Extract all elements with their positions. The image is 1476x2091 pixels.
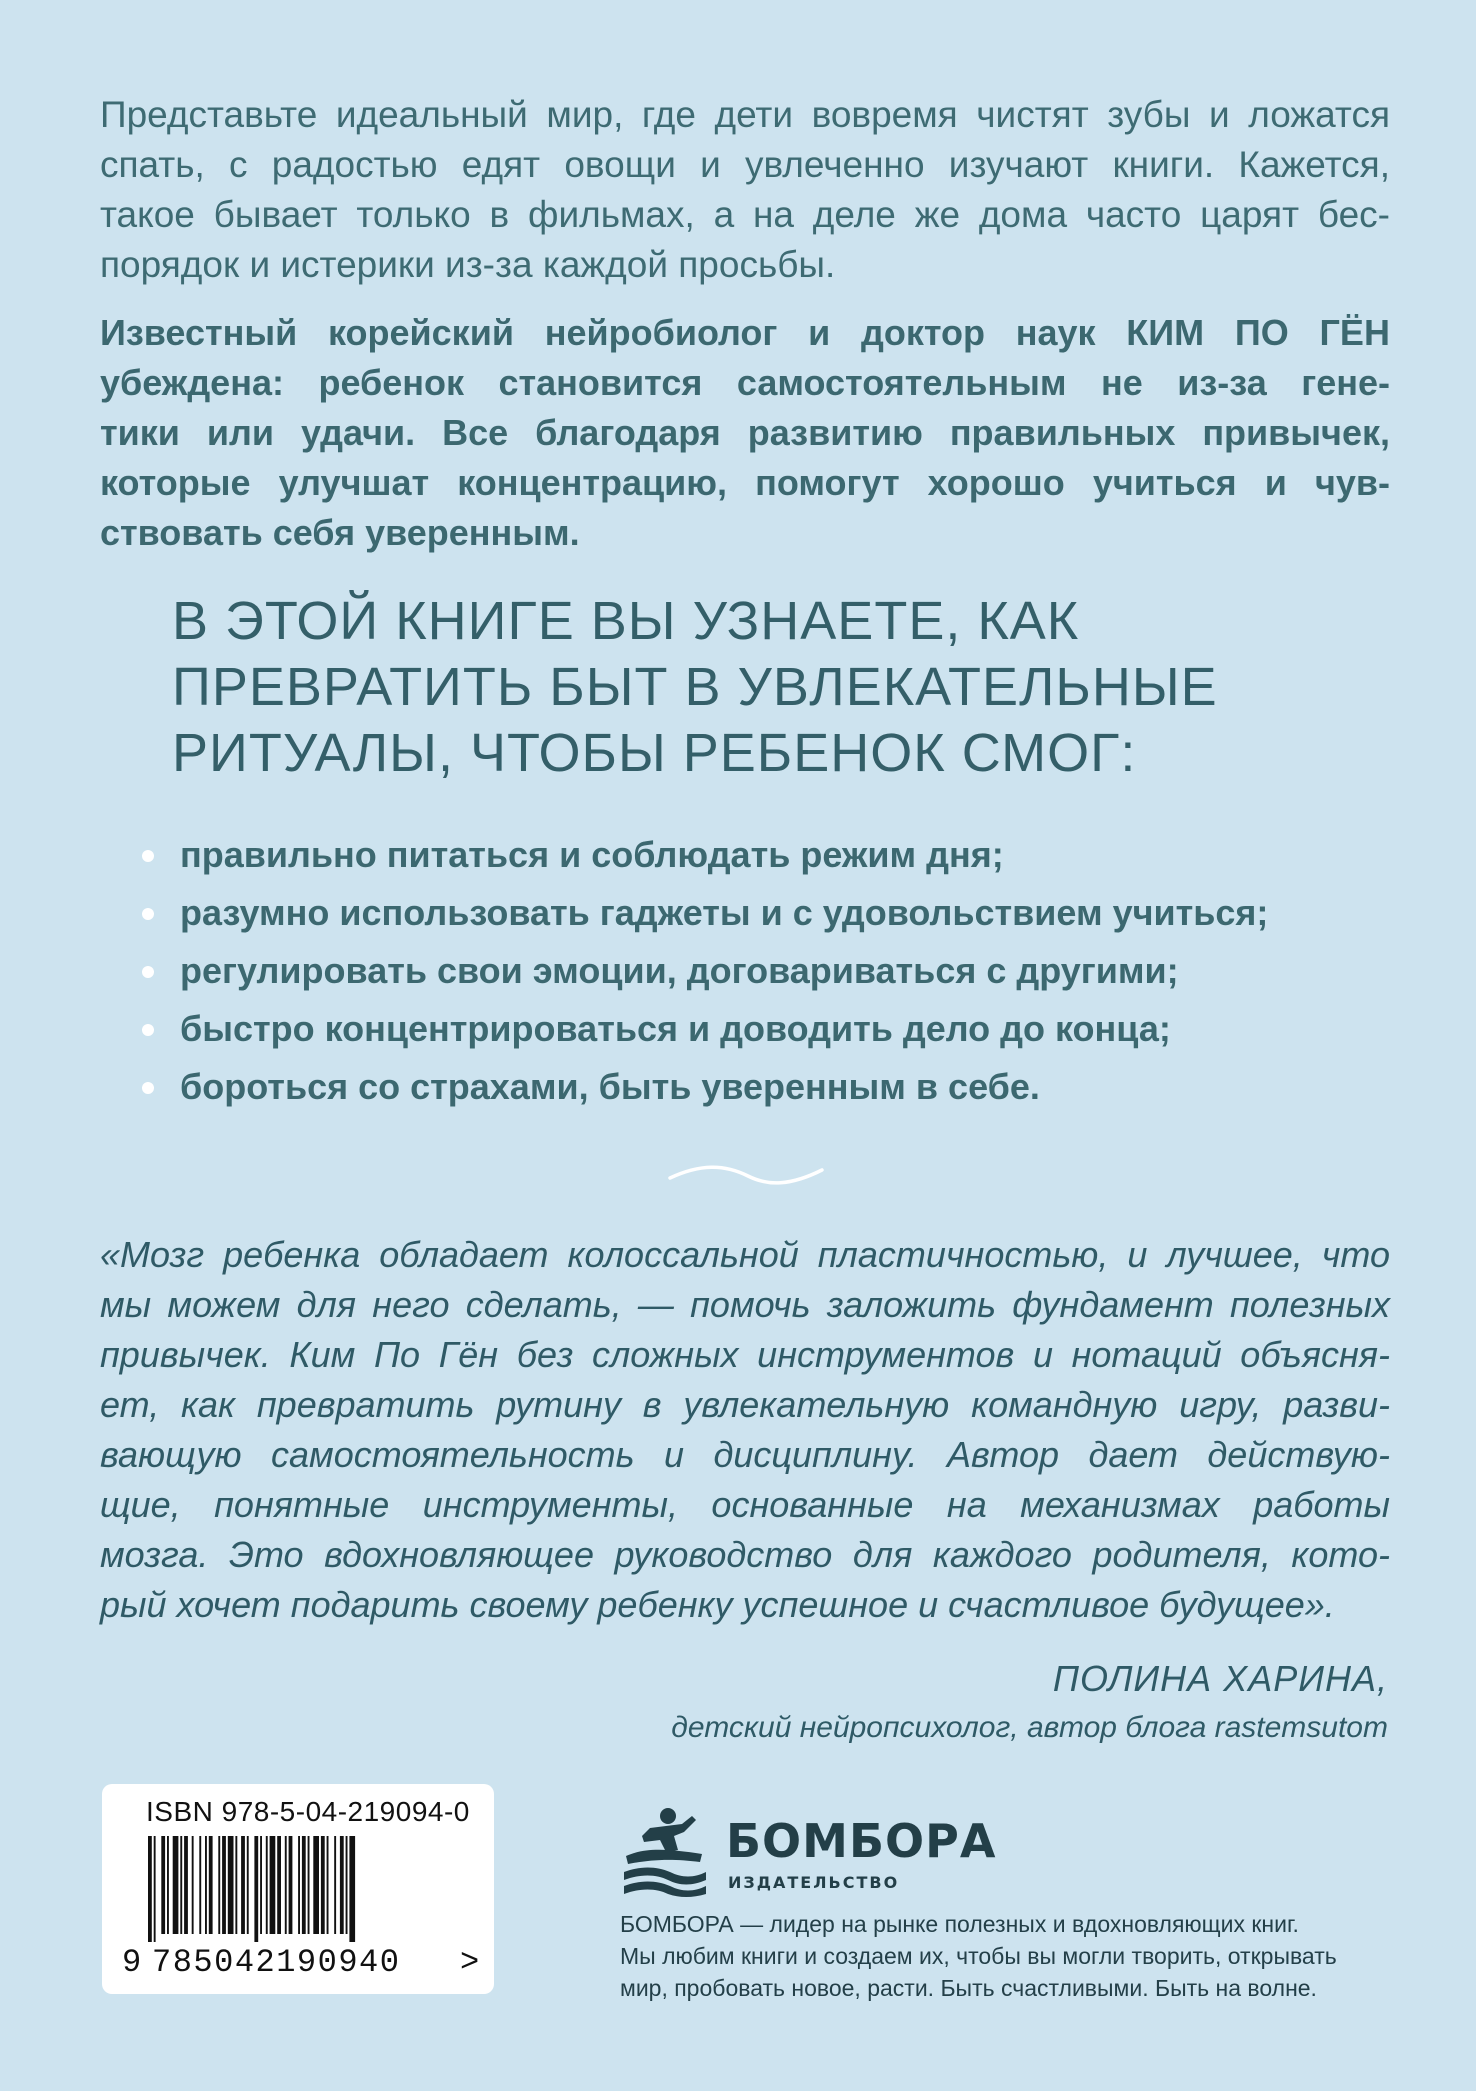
list-item xyxy=(142,884,1392,942)
publisher-description-line: Мы любим книги и создаем их, чтобы вы могли творить, открывать xyxy=(620,1943,1337,1969)
barcode-bar xyxy=(327,1836,329,1934)
barcode-arrow: > xyxy=(460,1944,480,1981)
wave-divider-icon xyxy=(666,1160,826,1190)
headline-line: РИТУАЛЫ, ЧТОБЫ РЕБЕНОК СМОГ: xyxy=(172,723,1137,783)
publisher-logo-subtitle: ИЗДАТЕЛЬСТВО xyxy=(728,1873,900,1892)
bullet-dot-icon xyxy=(142,966,154,978)
barcode-bar xyxy=(277,1836,281,1934)
barcode-bar xyxy=(167,1836,169,1934)
headline-line: В ЭТОЙ КНИГЕ ВЫ УЗНАЕТЕ, КАК xyxy=(172,591,1080,651)
publisher-description-line: БОМБОРА — лидер на рынке полезных и вдохновляющих книг. xyxy=(620,1911,1299,1937)
quote-author xyxy=(671,1654,1388,1752)
barcode-bar xyxy=(285,1836,287,1934)
bullet-dot-icon xyxy=(142,1024,154,1036)
barcode-bar xyxy=(228,1836,234,1934)
about-line: ствовать себя уверенным. xyxy=(100,512,580,553)
barcode-bar xyxy=(308,1836,310,1934)
intro-line: такое бывает только в фильмах, а на деле же дома часто царят бес- xyxy=(100,194,1390,235)
barcode-bar xyxy=(346,1836,348,1934)
quote-line: привычек. Ким По Гён без сложных инструментов и нотаций объясня- xyxy=(100,1334,1390,1375)
bombora-surfer-logo-icon xyxy=(620,1806,708,1898)
barcode-bar xyxy=(209,1836,213,1934)
quote-line: ет, как превратить рутину в увлекательную командную игру, разви- xyxy=(100,1384,1390,1425)
list-item-text: правильно питаться и соблюдать режим дня; xyxy=(180,834,1004,875)
intro-line: Представьте идеальный мир, где дети вовремя чистят зубы и ложатся xyxy=(100,94,1390,135)
bullet-dot-icon xyxy=(142,908,154,920)
author-name: ПОЛИНА ХАРИНА, xyxy=(1052,1658,1388,1699)
barcode-bar xyxy=(247,1836,249,1934)
barcode-bar xyxy=(254,1836,258,1942)
quote-line: «Мозг ребенка обладает колоссальной пластичностью, и лучшее, что xyxy=(100,1234,1390,1275)
barcode-bar xyxy=(313,1836,319,1934)
barcode-bar xyxy=(184,1836,188,1934)
list-item-text: бороться со страхами, быть уверенным в себе. xyxy=(180,1066,1040,1107)
barcode-bar xyxy=(241,1836,245,1934)
publisher-description-line: мир, пробовать новое, расти. Быть счастливыми. Быть на волне. xyxy=(620,1975,1317,2001)
intro-line: порядок и истерики из-за каждой просьбы. xyxy=(100,244,836,285)
quote-line: щие, понятные инструменты, основанные на механизмах работы xyxy=(100,1484,1390,1525)
list-item xyxy=(142,942,1392,1000)
barcode-bar xyxy=(349,1836,355,1942)
barcode-bar xyxy=(334,1836,336,1934)
barcode-bar xyxy=(270,1836,276,1934)
quote-line: рый хочет подарить своему ребенку успешное и счастливое будущее». xyxy=(100,1584,1335,1625)
about-author-paragraph xyxy=(100,308,1390,558)
author-role: детский нейропсихолог, автор блога rastemsutom xyxy=(671,1711,1388,1744)
quote-line: мы можем для него сделать, — помочь заложить фундамент полезных xyxy=(100,1284,1390,1325)
barcode-digits-rest: 785042190940 xyxy=(152,1944,401,1981)
barcode-bar xyxy=(218,1836,220,1934)
barcode-bar xyxy=(173,1836,179,1934)
barcode-bar xyxy=(180,1836,182,1934)
testimonial-quote xyxy=(100,1230,1390,1630)
about-line: тики или удачи. Все благодаря развитию правильных привычек, xyxy=(100,412,1390,453)
intro-line: спать, с радостью едят овощи и увлеченно изучают книги. Кажется, xyxy=(100,144,1390,185)
barcode-first-digit: 9 xyxy=(122,1944,142,1981)
barcode-bar xyxy=(260,1836,262,1934)
barcode-bar xyxy=(266,1836,268,1934)
intro-paragraph xyxy=(100,90,1390,290)
benefits-list xyxy=(142,826,1392,1116)
list-item xyxy=(142,826,1392,884)
barcode-bar xyxy=(302,1836,306,1934)
barcode xyxy=(146,1836,454,1942)
barcode-bar xyxy=(235,1836,237,1934)
list-item-text: быстро концентрироваться и доводить дело до конца; xyxy=(180,1008,1171,1049)
barcode-bar xyxy=(161,1836,165,1934)
barcode-bar xyxy=(289,1836,293,1934)
list-item-text: разумно использовать гаджеты и с удовольствием учиться; xyxy=(180,892,1269,933)
publisher-description xyxy=(620,1908,1396,2004)
bullet-dot-icon xyxy=(142,1082,154,1094)
headline xyxy=(172,588,1372,786)
publisher-logo-name: БОМБОРА xyxy=(726,1814,997,1868)
headline-line: ПРЕВРАТИТЬ БЫТ В УВЛЕКАТЕЛЬНЫЕ xyxy=(172,657,1218,717)
list-item-text: регулировать свои эмоции, договариваться с другими; xyxy=(180,950,1179,991)
about-line: Известный корейский нейробиолог и доктор наук КИМ ПО ГЁН xyxy=(100,312,1390,353)
isbn-barcode-block xyxy=(102,1784,494,1994)
barcode-bar xyxy=(298,1836,300,1934)
barcode-bar xyxy=(148,1836,152,1942)
isbn-label: ISBN 978-5-04-219094-0 xyxy=(146,1796,470,1827)
barcode-bar xyxy=(154,1836,156,1942)
bullet-dot-icon xyxy=(142,850,154,862)
list-item xyxy=(142,1058,1392,1116)
list-item xyxy=(142,1000,1392,1058)
quote-line: мозга. Это вдохновляющее руководство для каждого родителя, кото- xyxy=(100,1534,1390,1575)
barcode-bar xyxy=(192,1836,194,1934)
barcode-bar xyxy=(205,1836,207,1934)
barcode-bar xyxy=(321,1836,325,1934)
barcode-bar xyxy=(199,1836,201,1934)
barcode-bar xyxy=(340,1836,344,1934)
about-line: убеждена: ребенок становится самостоятельным не из-за генe- xyxy=(100,362,1390,403)
barcode-bar xyxy=(222,1836,226,1934)
quote-line: вающую самостоятельность и дисциплину. Автор дает действую- xyxy=(100,1434,1390,1475)
about-line: которые улучшат концентрацию, помогут хорошо учиться и чув- xyxy=(100,462,1390,503)
